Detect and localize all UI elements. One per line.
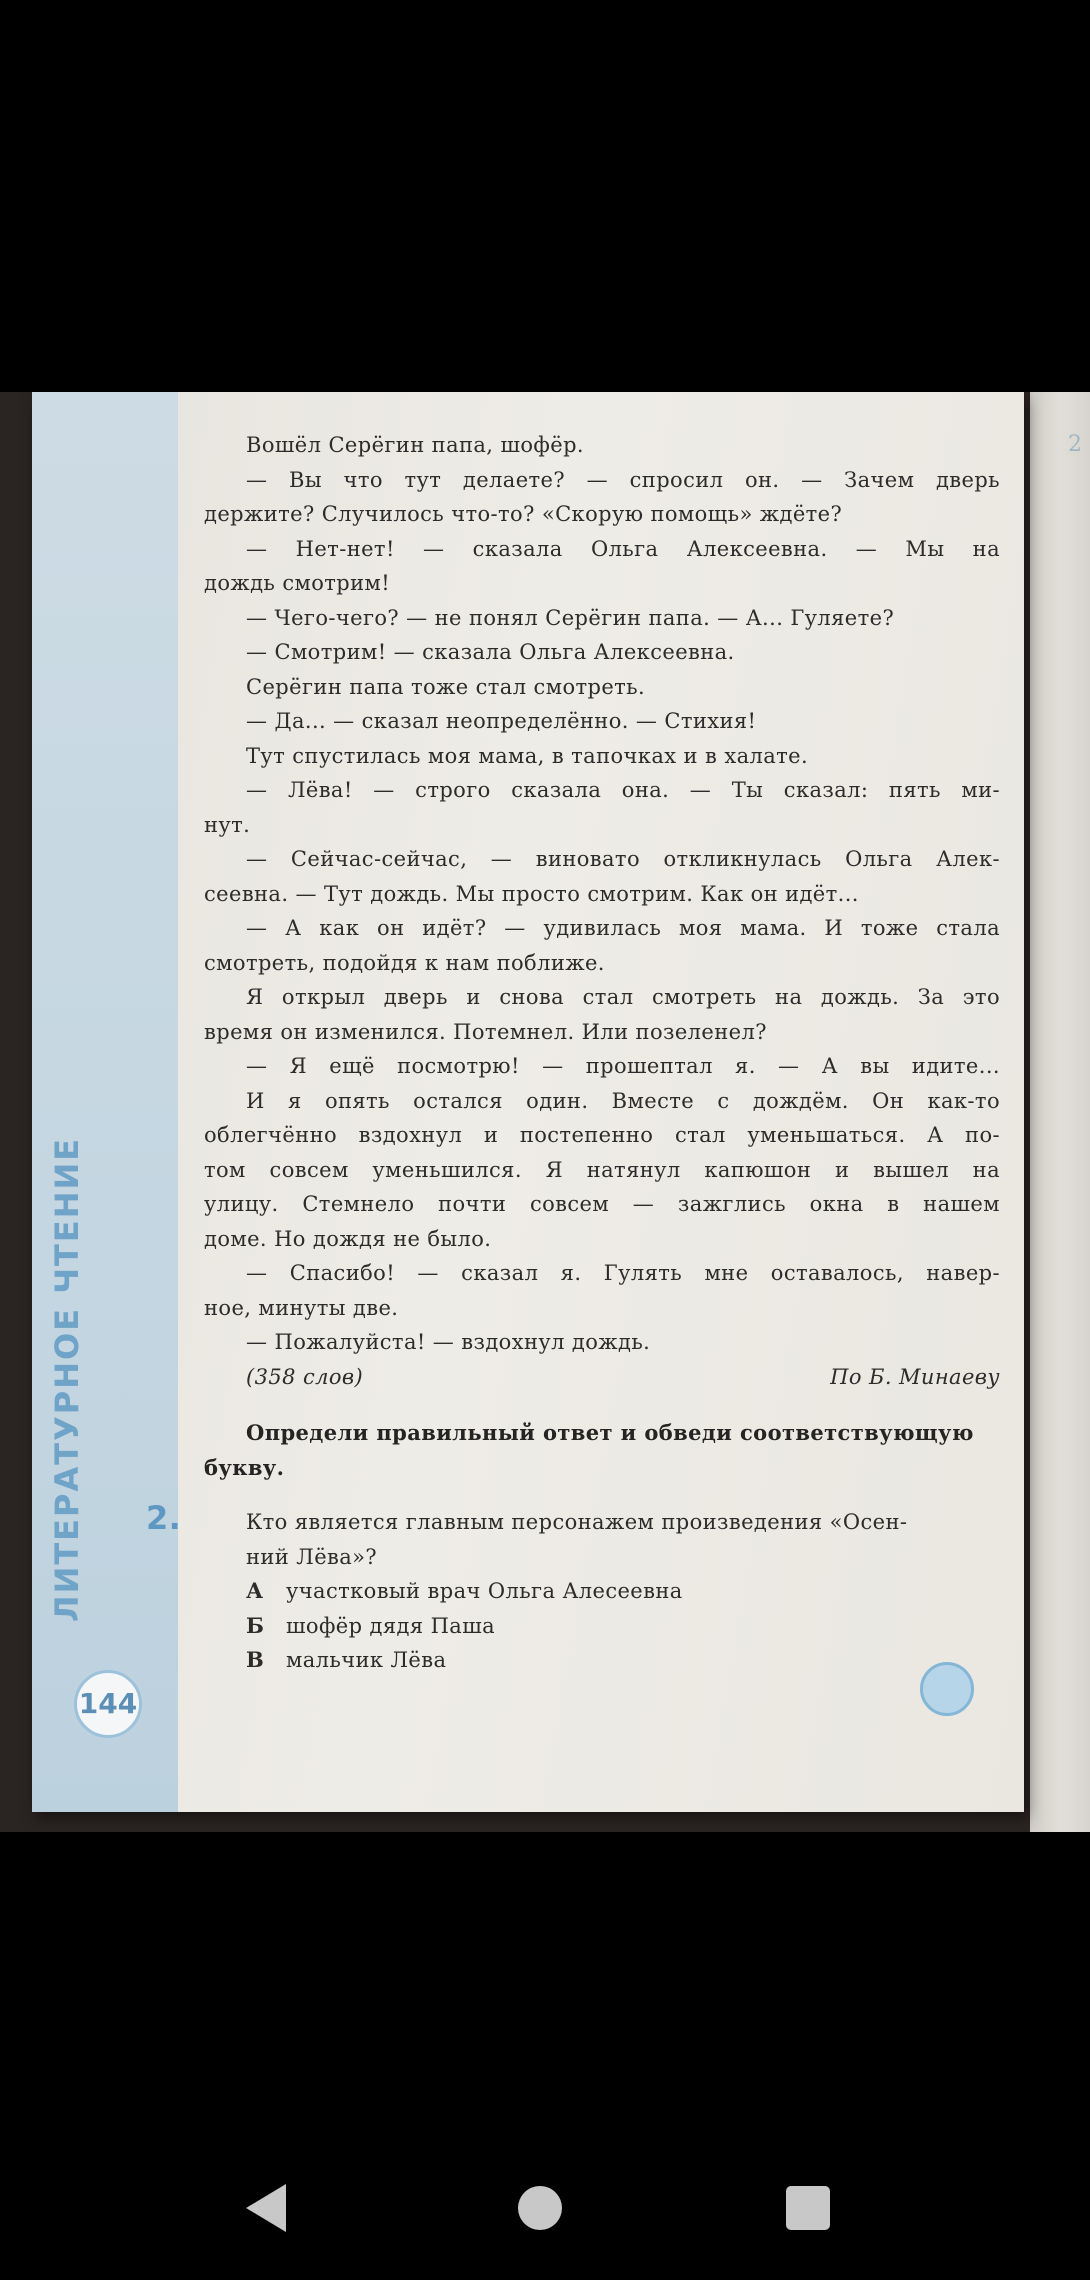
question-number: 2. [146,1499,182,1537]
story-line: ное, минуты две. [204,1295,399,1320]
section-title: ЛИТЕРАТУРНОЕ ЧТЕНИЕ [48,1136,86,1622]
story-line: — Да... — сказал неопределённо. — Стихия! [246,709,757,733]
option-letter: В [246,1647,265,1672]
answer-option-c [204,1643,1000,1678]
answer-option-b [204,1609,1000,1644]
attribution: По Б. Минаеву [830,1364,1000,1389]
story-line: Серёгин папа тоже стал смотреть. [246,674,646,699]
story-line: сеевна. — Тут дождь. Мы просто смотрим. Как он идёт... [204,881,859,906]
next-page-mark: 2 [1068,432,1082,457]
story-line: Я открыл дверь и снова стал смотреть на дождь. За это [246,985,1000,1009]
story-line: — Пожалуйста! — вздохнул дождь. [246,1330,651,1354]
question-2 [146,1499,1000,1678]
story-text [146,428,1000,1678]
story-line: — Нет-нет! — сказала Ольга Алексеевна. — Мы на [246,536,1000,561]
story-footer [204,1360,1000,1395]
book-page [32,392,1024,1812]
system-navigation-bar [0,2126,1080,2280]
story-line: Вошёл Серёгин папа, шофёр. [246,433,585,457]
word-count: (358 слов) [246,1364,364,1389]
option-text: шофёр дядя Паша [286,1613,496,1638]
story-line: И я опять остался один. Вместе с дождём. Он как-то [246,1088,1000,1113]
story-line: дождь смотрим! [204,571,391,595]
story-lines [204,428,1000,1360]
story-line: держите? Случилось что-то? «Скорую помощь» ждёте? [204,502,843,526]
spacer [204,1394,1000,1416]
story-line: — Сейчас-сейчас, — виновато откликнулась Ольга Алек- [246,847,1000,871]
back-triangle-icon[interactable] [246,2184,286,2232]
instruction-line-1: Определи правильный ответ и обведи соответствующую [246,1420,974,1445]
option-letter: Б [246,1612,265,1638]
recents-square-icon[interactable] [786,2186,830,2230]
next-page-edge [1030,392,1090,1832]
question-line-2: ний Лёва»? [246,1544,378,1569]
answer-circle-icon [920,1662,974,1716]
story-line: — Вы что тут делаете? — спросил он. — Зачем дверь [246,467,1000,492]
section-strip [32,392,178,1812]
story-line: том совсем уменьшился. Я натянул капюшон и вышел на [204,1157,1000,1182]
instruction-line-2: букву. [204,1454,285,1480]
question-line-1: Кто является главным персонажем произведения «Осен- [246,1510,908,1534]
story-line: смотреть, подойдя к нам поближе. [204,950,605,975]
option-letter: А [246,1578,264,1603]
story-line: облегчённо вздохнул и постепенно стал уменьшаться. А по- [204,1123,1000,1147]
story-line: — Лёва! — строго сказала она. — Ты сказал: пять ми- [246,778,1000,802]
story-line: нут. [204,812,251,837]
story-line: — А как он идёт? — удивилась моя мама. И тоже стала [246,916,1000,940]
option-text: мальчик Лёва [286,1648,447,1672]
story-line: — Смотрим! — сказала Ольга Алексеевна. [246,640,735,664]
page-number: 144 [74,1670,142,1738]
story-line: — Чего-чего? — не понял Серёгин папа. — А... Гуляете? [246,605,895,630]
story-line: время он изменился. Потемнел. Или позеленел? [204,1019,767,1044]
option-text: участковый врач Ольга Алесеевна [286,1579,683,1603]
story-line: доме. Но дождя не было. [204,1226,492,1251]
story-line: улицу. Стемнело почти совсем — зажглись окна в нашем [204,1192,1000,1216]
answer-option-a [204,1574,1000,1609]
story-line: Тут спустилась моя мама, в тапочках и в халате. [246,743,809,768]
story-line: — Спасибо! — сказал я. Гулять мне оставалось, навер- [246,1261,1000,1285]
home-circle-icon[interactable] [518,2186,562,2230]
book-photo [0,392,1080,1832]
story-line: — Я ещё посмотрю! — прошептал я. — А вы идите... [246,1054,1000,1078]
